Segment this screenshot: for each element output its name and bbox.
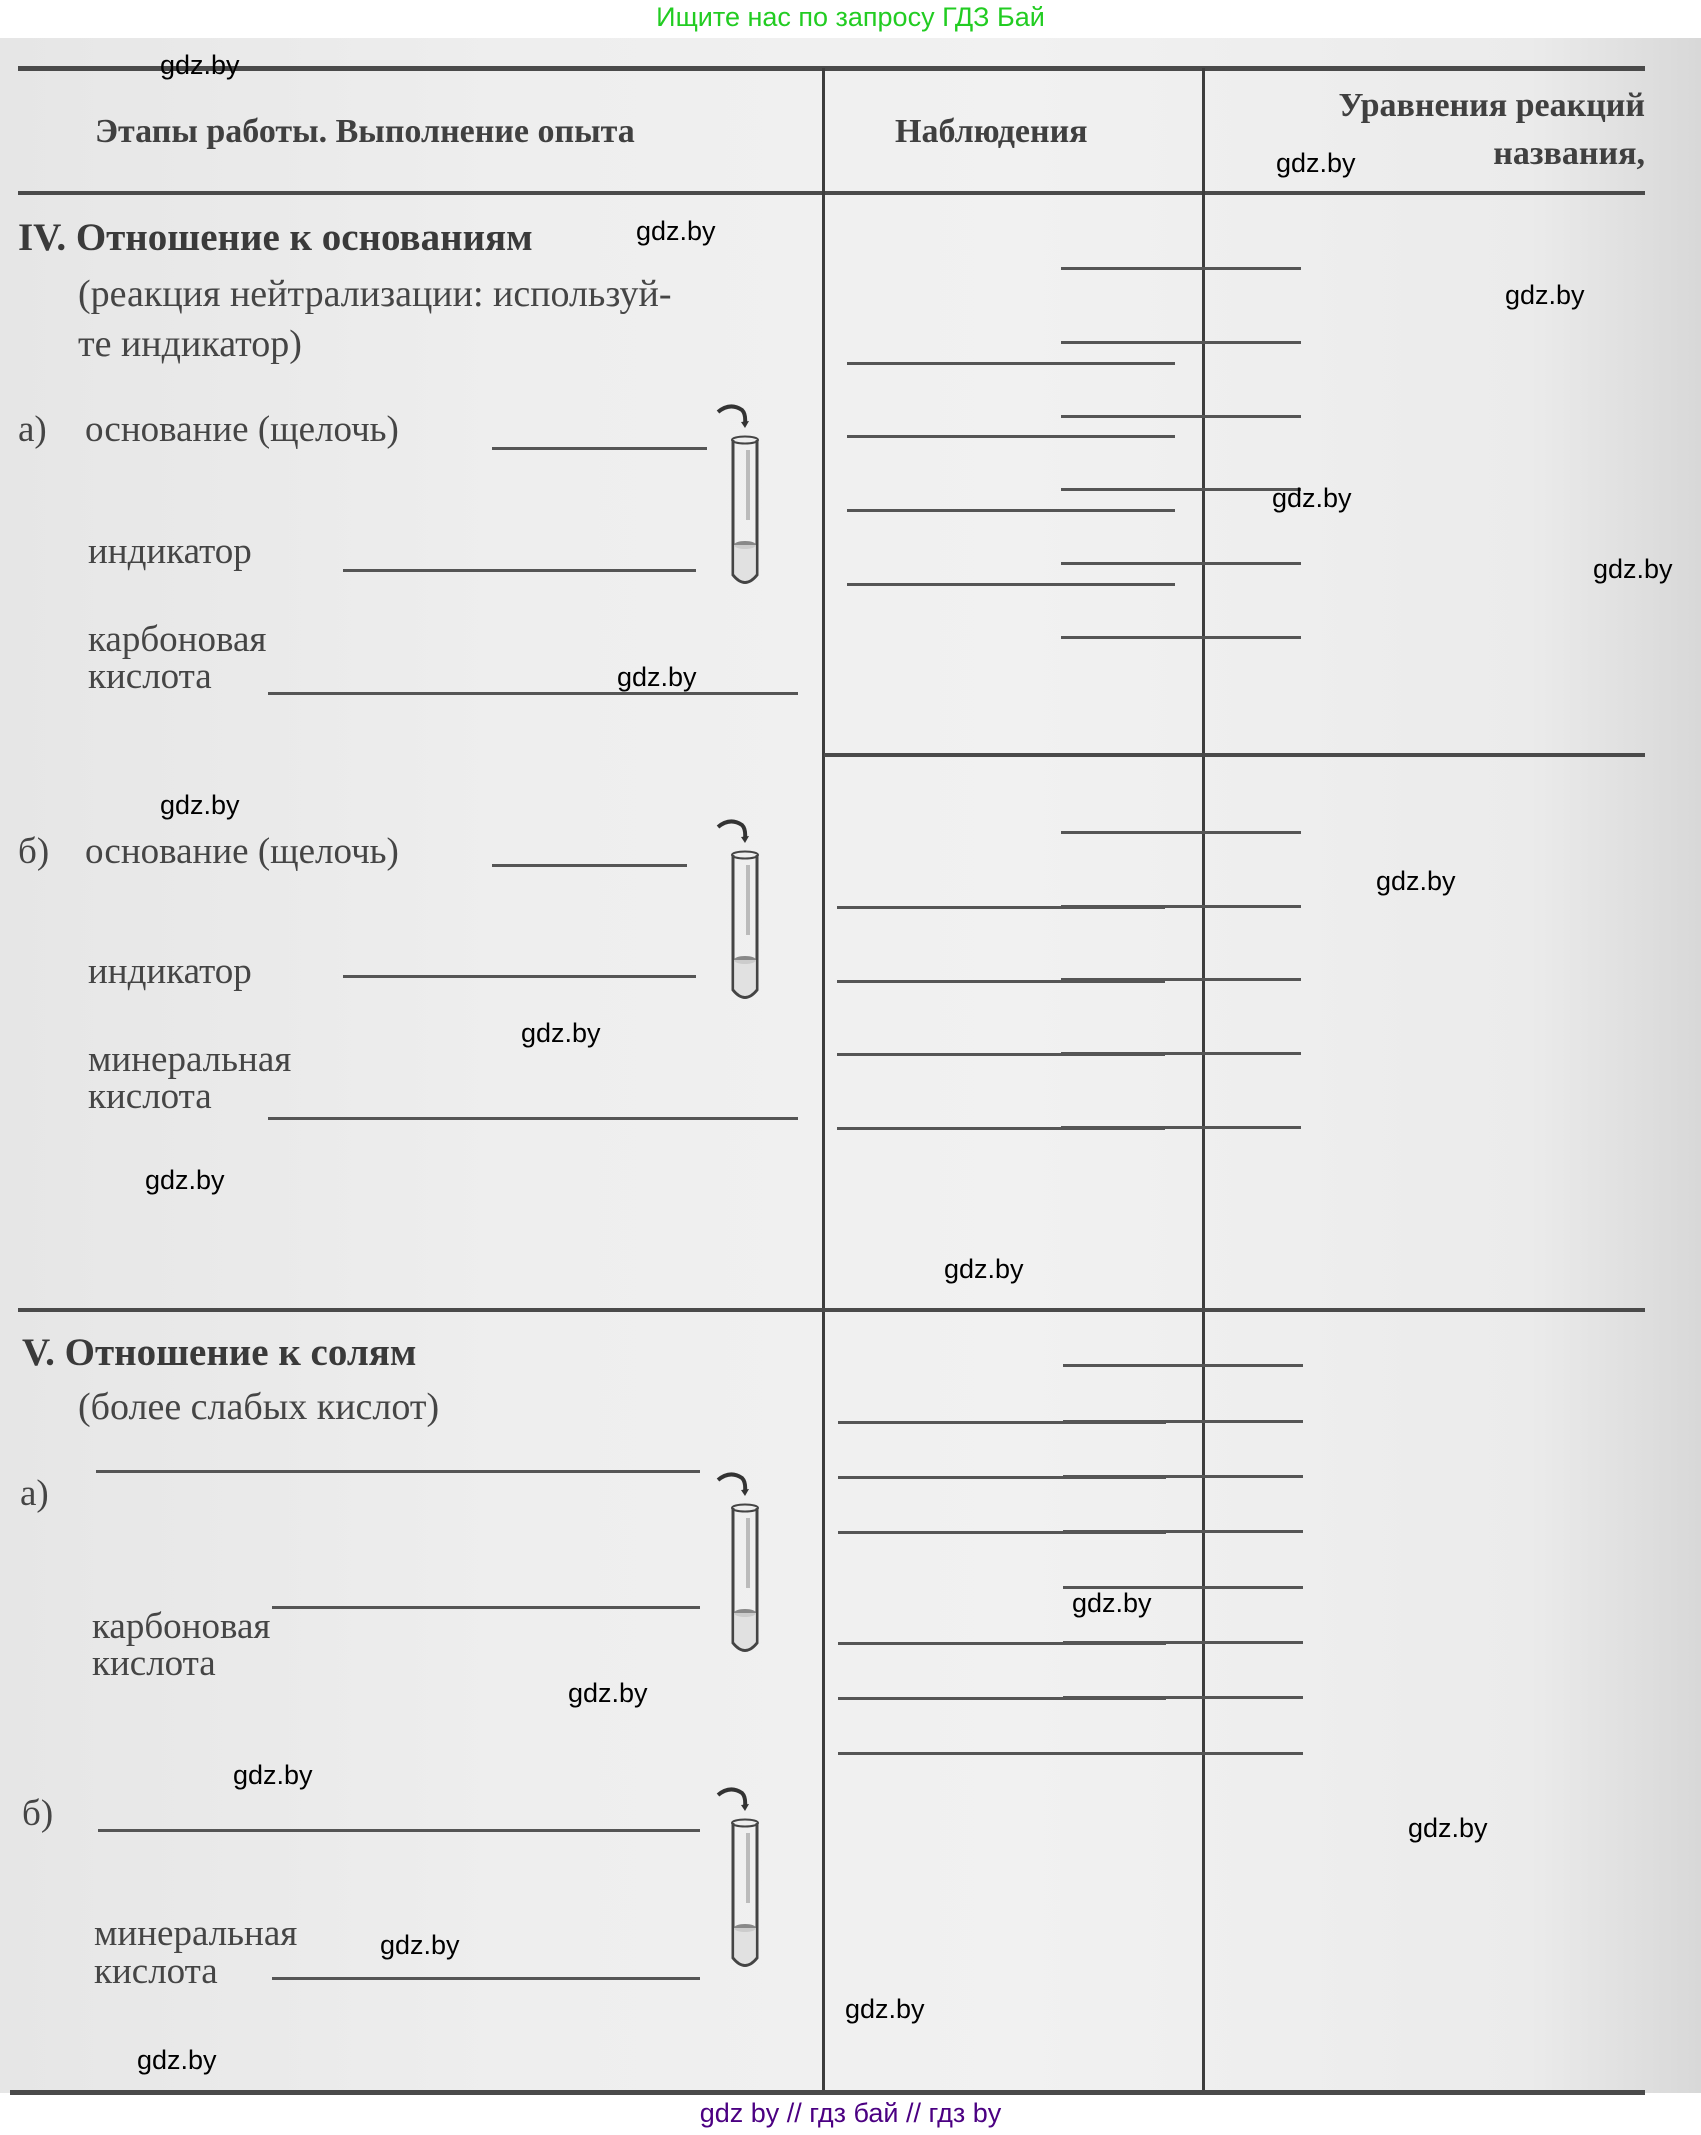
item-iv-b-reagent-base: основание (щелочь) — [85, 831, 399, 872]
item-v-a-reagent-2: кислота — [92, 1643, 216, 1684]
answer-line[interactable] — [492, 447, 707, 450]
section-iv-title: IV. Отношение к основаниям — [18, 216, 533, 259]
equation-line[interactable] — [1063, 1475, 1303, 1478]
equation-line[interactable] — [1063, 1641, 1303, 1644]
header-steps: Этапы работы. Выполнение опыта — [95, 113, 635, 150]
answer-line[interactable] — [343, 975, 696, 978]
watermark: gdz.by — [636, 216, 716, 246]
test-tube-icon — [712, 1783, 772, 1973]
watermark: gdz.by — [145, 1165, 225, 1195]
header-observations: Наблюдения — [895, 113, 1088, 150]
test-tube-icon — [712, 400, 772, 590]
observation-line[interactable] — [847, 435, 1175, 438]
item-v-b-reagent-1: минеральная — [94, 1913, 298, 1954]
watermark: gdz.by — [1276, 148, 1356, 178]
equation-line[interactable] — [1061, 415, 1301, 418]
equation-line[interactable] — [1061, 1052, 1301, 1055]
item-v-a-reagent-1: карбоновая — [92, 1606, 271, 1647]
answer-line[interactable] — [343, 569, 696, 572]
answer-line[interactable] — [492, 864, 687, 867]
equation-line[interactable] — [1063, 1696, 1303, 1699]
watermark: gdz.by — [380, 1930, 460, 1960]
watermark: gdz.by — [137, 2045, 217, 2075]
column-divider-2 — [1202, 68, 1205, 2092]
watermark: gdz.by — [1593, 554, 1673, 584]
observation-line[interactable] — [847, 362, 1175, 365]
test-tube-icon — [712, 815, 772, 1005]
watermark: gdz.by — [1376, 866, 1456, 896]
equation-line[interactable] — [1061, 488, 1301, 491]
item-iv-b-marker: б) — [18, 831, 50, 872]
test-tube-icon — [712, 1468, 772, 1658]
equation-line[interactable] — [1063, 1364, 1303, 1367]
banner-text: Ищите нас по запросу ГДЗ Бай — [656, 2, 1045, 32]
section-divider-v — [18, 1308, 1645, 1312]
header-equations-line1: Уравнения реакций — [1338, 87, 1645, 124]
item-v-b-marker: б) — [22, 1793, 54, 1834]
answer-line[interactable] — [268, 1117, 798, 1120]
watermark: gdz.by — [845, 1994, 925, 2024]
row-divider-iv-b — [824, 753, 1645, 757]
search-banner — [0, 0, 1701, 38]
item-iv-a-reagent-indicator: индикатор — [88, 531, 252, 572]
equation-line[interactable] — [1063, 1420, 1303, 1423]
equation-line[interactable] — [1061, 636, 1301, 639]
equation-line[interactable] — [1061, 978, 1301, 981]
equation-line[interactable] — [1061, 267, 1301, 270]
watermark: gdz.by — [1072, 1588, 1152, 1618]
table-top-rule — [18, 66, 1645, 71]
watermark: gdz.by — [617, 662, 697, 692]
item-iv-b-reagent-indicator: индикатор — [88, 951, 252, 992]
answer-line[interactable] — [272, 1606, 700, 1609]
watermark: gdz.by — [160, 50, 240, 80]
equation-line[interactable] — [1063, 1752, 1303, 1755]
item-iv-a-marker: а) — [18, 409, 47, 450]
equation-line[interactable] — [1061, 562, 1301, 565]
watermark: gdz.by — [1408, 1813, 1488, 1843]
item-iv-b-reagent-acid-2: кислота — [88, 1076, 212, 1117]
item-iv-a-reagent-base: основание (щелочь) — [85, 409, 399, 450]
answer-line[interactable] — [98, 1829, 700, 1832]
header-bottom-rule — [18, 191, 1645, 195]
watermark: gdz.by — [1505, 280, 1585, 310]
item-iv-b-reagent-acid-1: минеральная — [88, 1039, 292, 1080]
section-iv-subtitle-1: (реакция нейтрализации: используй- — [78, 273, 672, 315]
watermark: gdz.by — [1272, 483, 1352, 513]
column-divider-1 — [822, 68, 825, 2092]
observation-line[interactable] — [847, 583, 1175, 586]
section-v-subtitle: (более слабых кислот) — [78, 1386, 440, 1428]
footer-banner — [0, 2095, 1701, 2135]
section-v-title: V. Отношение к солям — [22, 1331, 417, 1374]
watermark: gdz.by — [944, 1254, 1024, 1284]
observation-line[interactable] — [847, 509, 1175, 512]
section-iv-subtitle-2: те индикатор) — [78, 323, 302, 365]
watermark: gdz.by — [521, 1018, 601, 1048]
equation-line[interactable] — [1061, 1126, 1301, 1129]
item-v-b-reagent-2: кислота — [94, 1951, 218, 1992]
watermark: gdz.by — [233, 1760, 313, 1790]
equation-line[interactable] — [1061, 905, 1301, 908]
item-iv-a-reagent-acid-2: кислота — [88, 656, 212, 697]
footer-text: gdz by // гдз бай // гдз by — [699, 2098, 1002, 2128]
answer-line[interactable] — [272, 1977, 700, 1980]
equation-line[interactable] — [1063, 1530, 1303, 1533]
equation-line[interactable] — [1061, 341, 1301, 344]
header-equations-line2: названия, — [1493, 135, 1645, 172]
answer-line[interactable] — [96, 1470, 700, 1473]
watermark: gdz.by — [568, 1678, 648, 1708]
watermark: gdz.by — [160, 790, 240, 820]
item-v-a-marker: а) — [20, 1473, 49, 1514]
item-iv-a-reagent-acid-1: карбоновая — [88, 619, 267, 660]
answer-line[interactable] — [268, 692, 798, 695]
equation-line[interactable] — [1061, 831, 1301, 834]
